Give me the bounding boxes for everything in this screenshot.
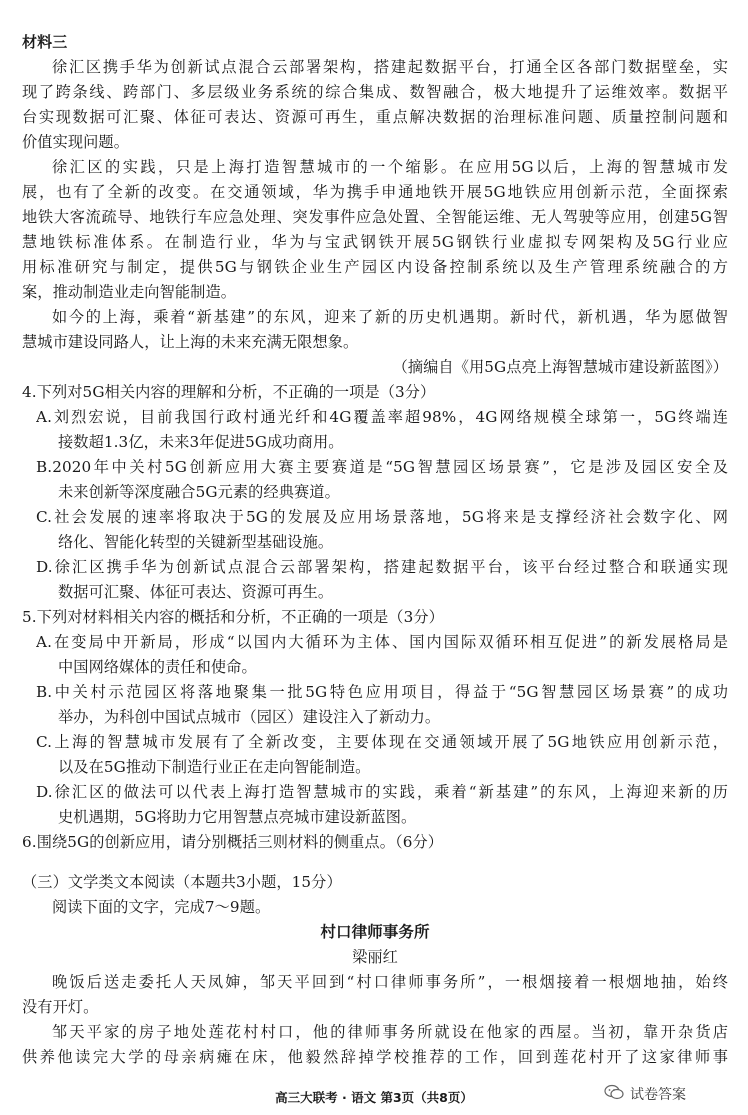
watermark-text: 试卷答案 <box>630 1087 686 1103</box>
section-3-heading: （三）文学类文本阅读（本题共3小题，15分） <box>22 873 342 891</box>
wechat-icon <box>604 1084 624 1104</box>
story-paragraph-line: 供养他读完大学的母亲病瘫在床，他毅然辞掉学校推荐的工作，回到莲花村开了这家律师事 <box>22 1048 728 1066</box>
paragraph-line: 台实现数据可汇聚、体征可表达、资源可再生，重点解决数据的治理标准问题、质量控制问题和 <box>22 108 728 126</box>
option-c-cont: 络化、智能化转型的关键新型基础设施。 <box>58 533 334 551</box>
paragraph-line: 展，也有了全新的改变。在交通领域，华为携手申通地铁开展5G地铁应用创新示范，全面探索 <box>22 183 728 201</box>
question-4-stem: 4.下列对5G相关内容的理解和分析，不正确的一项是（3分） <box>22 383 436 401</box>
page-footer: 高三大联考 · 语文 第3页（共8页） <box>275 1090 473 1105</box>
paragraph-line: 慧地铁标准体系。在制造行业，华为与宝武钢铁开展5G钢铁行业虚拟专网架构及5G行业应 <box>22 233 728 251</box>
option-b-cont: 未来创新等深度融合5G元素的经典赛道。 <box>58 483 340 501</box>
option-b: B.中关村示范园区将落地聚集一批5G特色应用项目，得益于“5G智慧园区场景赛”的成功 <box>36 683 728 701</box>
option-b-cont: 举办，为科创中国试点城市（园区）建设注入了新动力。 <box>58 708 441 726</box>
paragraph-line: 现了跨条线、跨部门、多层级业务系统的综合集成、数智融合，极大地提升了运维效率。数据平 <box>22 83 728 101</box>
story-paragraph-line: 邹天平家的房子地处莲花村村口，他的律师事务所就设在他家的西屋。当初，靠开杂货店 <box>52 1023 728 1041</box>
option-a: A.在变局中开新局，形成“以国内大循环为主体、国内国际双循环相互促进”的新发展格局是 <box>36 633 728 651</box>
option-b: B.2020年中关村5G创新应用大赛主要赛道是“5G智慧园区场景赛”，它是涉及园区安全及 <box>36 458 728 476</box>
option-d: D.徐汇区携手华为创新试点混合云部署架构，搭建起数据平台，该平台经过整合和联通实现 <box>36 558 728 576</box>
option-c: C.社会发展的速率将取决于5G的发展及应用场景落地，5G将来是支撑经济社会数字化、网 <box>36 508 728 526</box>
option-a: A.刘烈宏说，目前我国行政村通光纤和4G覆盖率超98%，4G网络规模全球第一，5G终端连 <box>36 408 728 426</box>
watermark <box>600 1081 690 1107</box>
option-d-cont: 史机遇期，5G将助力它用智慧点亮城市建设新蓝图。 <box>58 808 417 826</box>
question-6-stem: 6.围绕5G的创新应用，请分别概括三则材料的侧重点。（6分） <box>22 833 444 851</box>
source-citation: （摘编自《用5G点亮上海智慧城市建设新蓝图》） <box>392 358 728 376</box>
paragraph-line: 用标准研究与制定，提供5G与钢铁企业生产园区内设备控制系统以及生产管理系统融合的方 <box>22 258 728 276</box>
option-c-cont: 以及在5G推动下制造行业正在走向智能制造。 <box>58 758 371 776</box>
paragraph-line: 案，推动制造业走向智能制造。 <box>22 283 237 301</box>
paragraph-line: 价值实现问题。 <box>22 133 130 151</box>
question-5-stem: 5.下列对材料相关内容的概括和分析，不正确的一项是（3分） <box>22 608 444 626</box>
story-paragraph-line: 没有开灯。 <box>22 998 99 1016</box>
paragraph-line: 徐汇区的实践，只是上海打造智慧城市的一个缩影。在应用5G以后，上海的智慧城市发 <box>52 158 728 176</box>
story-title: 村口律师事务所 <box>320 923 430 941</box>
story-paragraph-line: 晚饭后送走委托人天凤婶，邹天平回到“村口律师事务所”，一根烟接着一根烟地抽，始终 <box>52 973 728 991</box>
story-author: 梁丽红 <box>352 948 398 966</box>
section-3-instruction: 阅读下面的文字，完成7～9题。 <box>52 898 271 916</box>
option-d: D.徐汇区的做法可以代表上海打造智慧城市的实践，乘着“新基建”的东风，上海迎来新的历 <box>36 783 728 801</box>
paragraph-line: 如今的上海，乘着“新基建”的东风，迎来了新的历史机遇期。新时代，新机遇，华为愿做智 <box>52 308 728 326</box>
paragraph-line: 地铁大客流疏导、地铁行车应急处理、突发事件应急处置、全智能运维、无人驾驶等应用，创建5G智 <box>22 208 728 226</box>
paragraph-line: 慧城市建设同路人，让上海的未来充满无限想象。 <box>22 333 359 351</box>
option-d-cont: 数据可汇聚、体征可表达、资源可再生。 <box>58 583 334 601</box>
paragraph-line: 徐汇区携手华为创新试点混合云部署架构，搭建起数据平台，打通全区各部门数据壁垒，实 <box>52 58 728 76</box>
option-a-cont: 接数超1.3亿，未来3年促进5G成功商用。 <box>58 433 344 451</box>
option-c: C.上海的智慧城市发展有了全新改变，主要体现在交通领域开展了5G地铁应用创新示范， <box>36 733 728 751</box>
option-a-cont: 中国网络媒体的责任和使命。 <box>58 658 257 676</box>
material3-heading: 材料三 <box>22 33 68 51</box>
